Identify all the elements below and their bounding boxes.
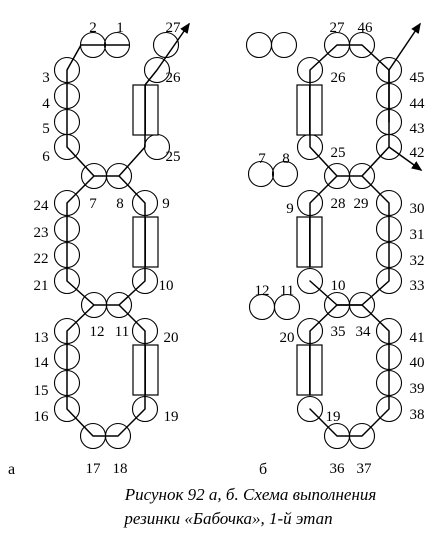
bead-number: 7	[258, 151, 266, 167]
bead-number: 44	[409, 96, 425, 112]
bead-number: 23	[33, 225, 49, 241]
bead-number: 25	[330, 145, 346, 161]
bead-number: 34	[355, 324, 371, 340]
panel-label: а	[8, 461, 16, 478]
bead-number: 7	[89, 196, 97, 212]
bead-number: 46	[357, 20, 373, 36]
bead-number: 30	[409, 201, 425, 217]
bead-number: 20	[279, 330, 295, 346]
bead-number: 10	[330, 278, 346, 294]
scheme-panel-a	[8, 20, 189, 478]
bead-number: 37	[356, 461, 372, 477]
bead-number: 28	[330, 196, 346, 212]
bead-number: 27	[165, 20, 181, 36]
bead-number: 15	[33, 383, 49, 399]
bead-number: 42	[409, 145, 425, 161]
bead-number: 9	[286, 201, 294, 217]
bead-number: 24	[33, 198, 49, 214]
bead-number: 8	[116, 196, 124, 212]
bead-number: 25	[165, 149, 181, 165]
bead-number: 2	[89, 20, 97, 36]
bead-number: 22	[33, 251, 49, 267]
panel-label: б	[259, 461, 268, 478]
bead-number: 11	[279, 283, 295, 299]
bead-number: 31	[409, 227, 425, 243]
bead	[247, 33, 272, 58]
figure-caption-line-1: Рисунок 92 а, б. Схема выполнения	[124, 485, 377, 504]
bead-number: 21	[33, 278, 49, 294]
bead-number: 4	[42, 96, 50, 112]
bead-number: 32	[409, 253, 425, 269]
bead-number: 6	[42, 149, 50, 165]
bead-number: 12	[89, 324, 105, 340]
bead-number: 39	[409, 381, 425, 397]
bead-number: 26	[330, 70, 346, 86]
bead-number: 3	[42, 70, 50, 86]
bead-number: 5	[42, 121, 50, 137]
bead-number: 40	[409, 355, 425, 371]
bead-number: 16	[33, 409, 49, 425]
bead-number: 9	[162, 196, 170, 212]
figure-caption-line-2: резинки «Бабочка», 1-й этап	[124, 509, 333, 528]
bead-number: 41	[409, 330, 425, 346]
bead-number: 26	[165, 70, 181, 86]
bead-number: 8	[282, 151, 290, 167]
bead-number: 17	[85, 461, 101, 477]
bead-number: 45	[409, 70, 425, 86]
bead-number: 11	[114, 324, 130, 340]
bead-number: 19	[163, 409, 179, 425]
bead-number: 27	[329, 20, 345, 36]
bead-number: 33	[409, 278, 425, 294]
bead-number: 43	[409, 121, 425, 137]
bead-number: 35	[330, 324, 346, 340]
bead-number: 19	[325, 409, 341, 425]
bead	[272, 33, 297, 58]
bead-number: 38	[409, 407, 425, 423]
bead-number: 36	[329, 461, 345, 477]
bead-number: 29	[353, 196, 369, 212]
bead-number: 14	[33, 355, 49, 371]
bead-number: 13	[33, 330, 49, 346]
bead-number: 12	[254, 283, 270, 299]
bead-number: 1	[116, 20, 124, 36]
bead-number: 18	[112, 461, 128, 477]
bead-number: 20	[163, 330, 179, 346]
bead-number: 10	[158, 278, 174, 294]
scheme-panel-b	[247, 20, 426, 478]
